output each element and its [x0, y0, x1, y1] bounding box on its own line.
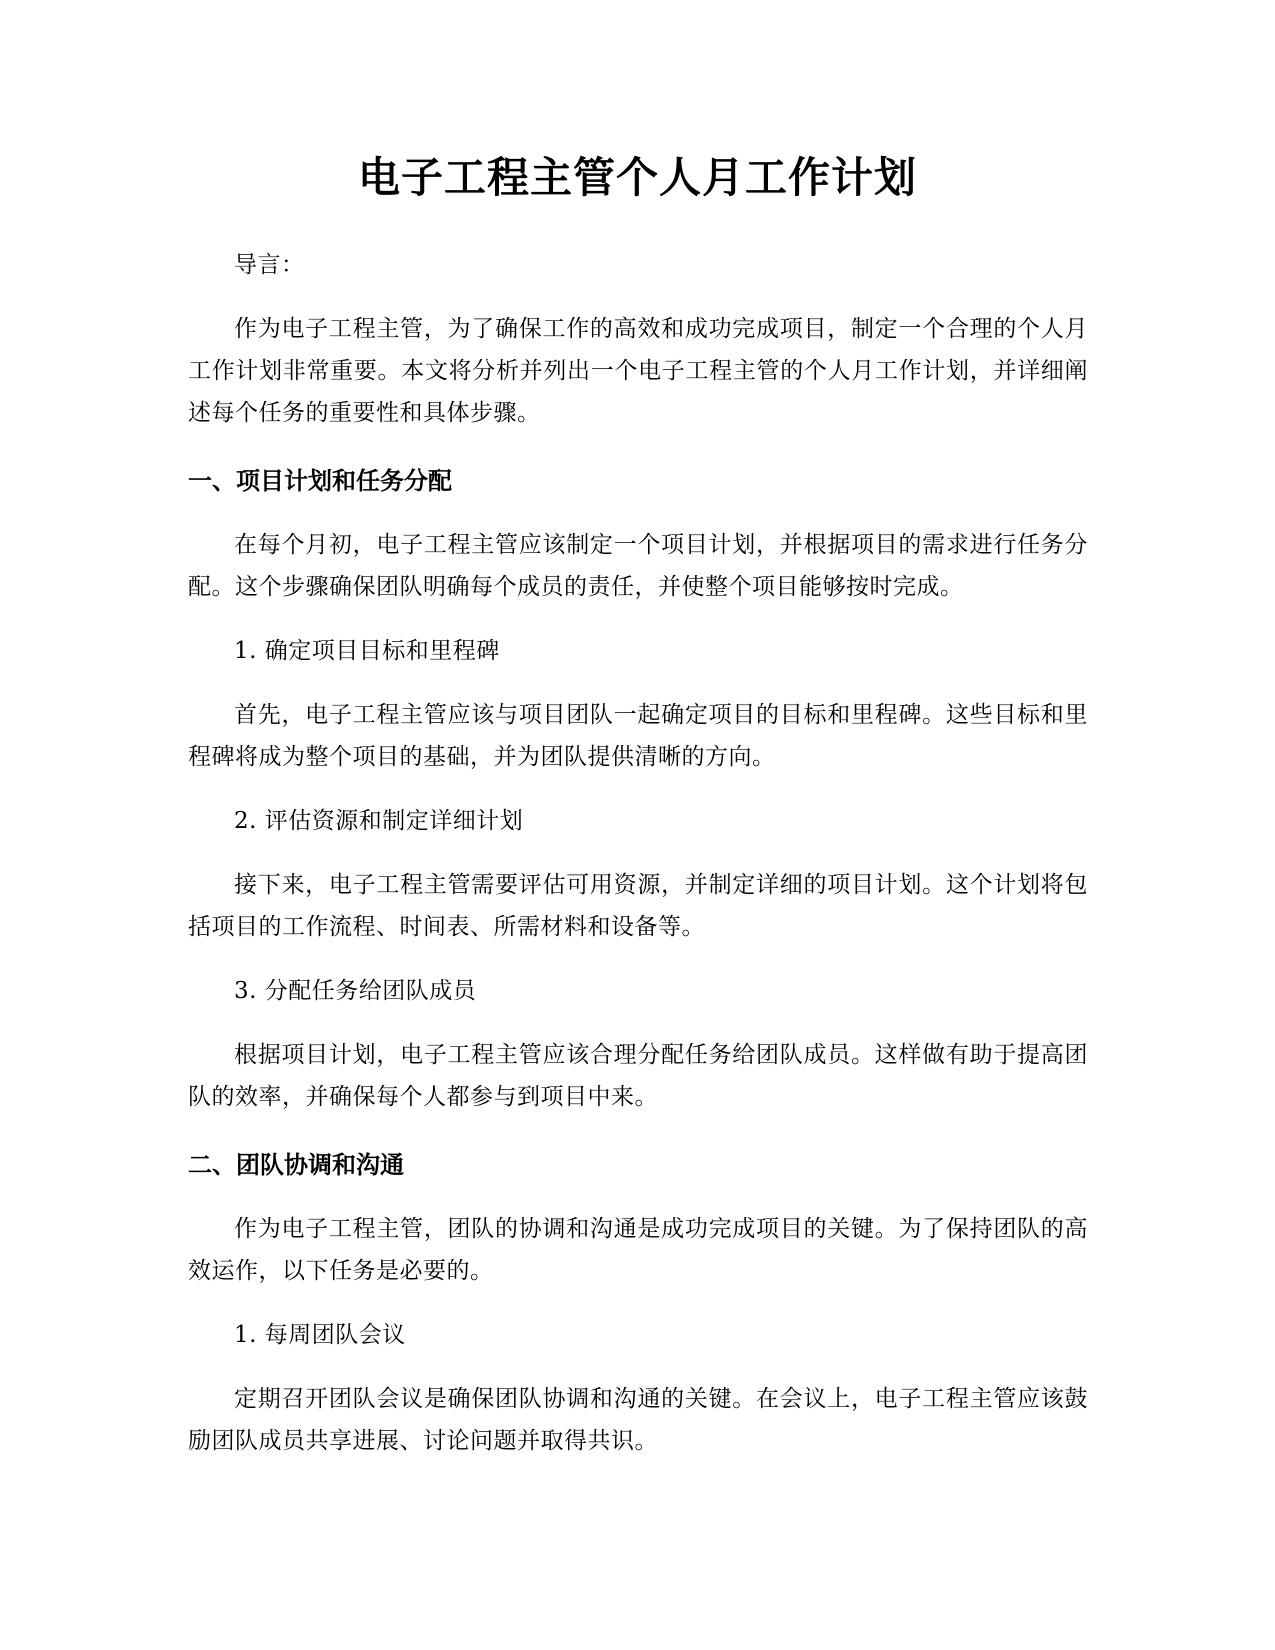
item-label: 1. 每周团队会议 [234, 1322, 406, 1348]
section-paragraph: 在每个月初，电子工程主管应该制定一个项目计划，并根据项目的需求进行任务分配。这个步骤确保团队明确每个成员的责任，并使整个项目能够按时完成。 [188, 532, 1088, 600]
item-text: 接下来，电子工程主管需要评估可用资源，并制定详细的项目计划。这个计划将包括项目的工作流程、时间表、所需材料和设备等。 [188, 872, 1088, 940]
item-text: 首先，电子工程主管应该与项目团队一起确定项目的目标和里程碑。这些目标和里程碑将成为整个项目的基础，并为团队提供清晰的方向。 [188, 702, 1088, 770]
intro-label: 导言： [234, 252, 305, 278]
item-text: 根据项目计划，电子工程主管应该合理分配任务给团队成员。这样做有助于提高团队的效率，并确保每个人都参与到项目中来。 [188, 1042, 1088, 1110]
intro-paragraph: 作为电子工程主管，为了确保工作的高效和成功完成项目，制定一个合理的个人月工作计划非常重要。本文将分析并列出一个电子工程主管的个人月工作计划，并详细阐述每个任务的重要性和具体步骤。 [188, 316, 1088, 426]
section-heading: 一、项目计划和任务分配 [188, 467, 452, 495]
item-label: 2. 评估资源和制定详细计划 [234, 808, 524, 834]
document-title: 电子工程主管个人月工作计划 [357, 153, 917, 202]
item-label: 3. 分配任务给团队成员 [234, 978, 477, 1004]
section-paragraph: 作为电子工程主管，团队的协调和沟通是成功完成项目的关键。为了保持团队的高效运作，以下任务是必要的。 [188, 1216, 1088, 1284]
item-label: 1. 确定项目目标和里程碑 [234, 638, 500, 664]
document-body [188, 244, 1088, 1462]
item-text: 定期召开团队会议是确保团队协调和沟通的关键。在会议上，电子工程主管应该鼓励团队成员共享进展、讨论问题并取得共识。 [188, 1386, 1088, 1454]
section-heading: 二、团队协调和沟通 [188, 1151, 404, 1179]
